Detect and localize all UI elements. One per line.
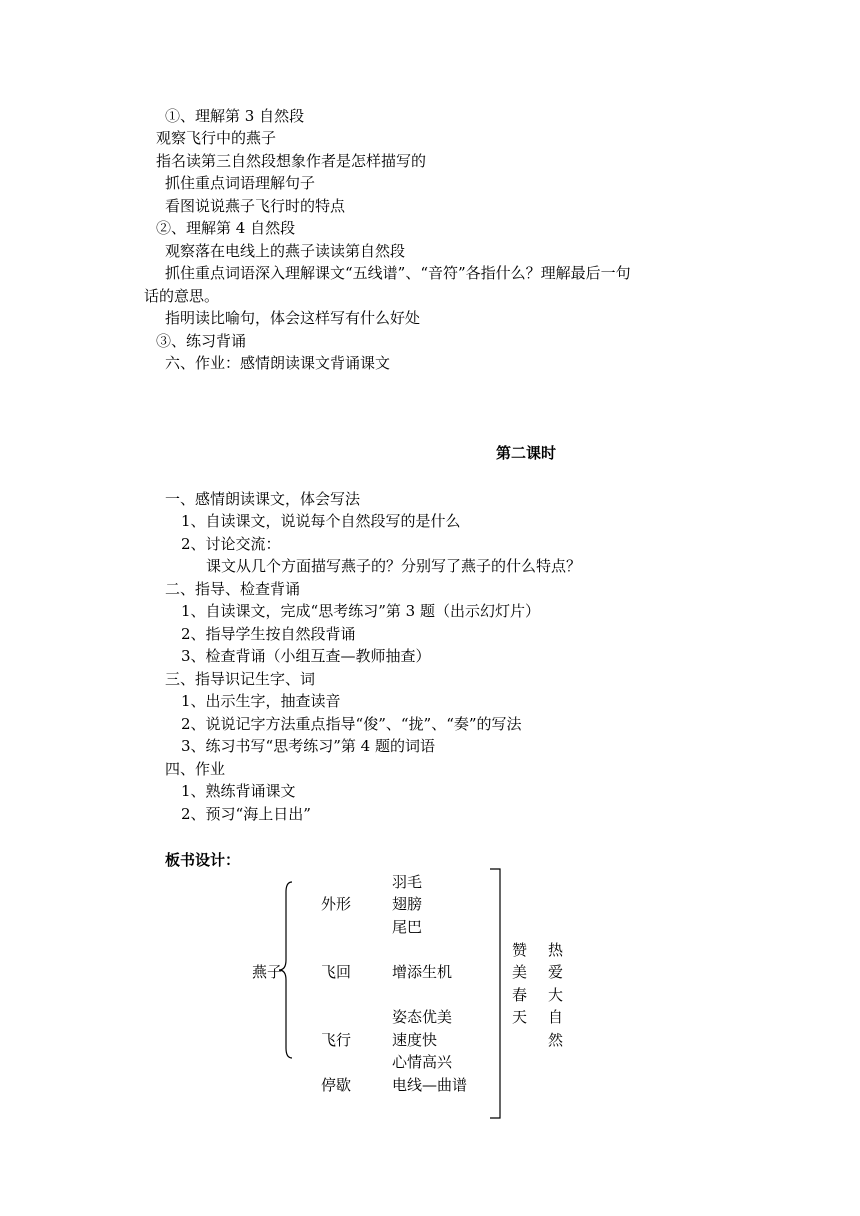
text-line: 指名读第三自然段想象作者是怎样描写的 xyxy=(156,152,427,170)
board-category: 飞行 xyxy=(321,1031,352,1049)
board-detail: 心情高兴 xyxy=(392,1053,453,1071)
text-line: 1、熟练背诵课文 xyxy=(181,782,296,800)
text-line: 3、检查背诵（小组互查—教师抽查） xyxy=(181,647,431,665)
board-detail: 增添生机 xyxy=(392,963,453,981)
text-line: 观察落在电线上的燕子读读第自然段 xyxy=(165,242,406,260)
board-summary-char: 爱 xyxy=(548,963,564,981)
board-root: 燕子 xyxy=(252,963,283,981)
text-line: 话的意思。 xyxy=(144,287,220,305)
text-line: 抓住重点词语理解句子 xyxy=(165,174,316,192)
text-line: 看图说说燕子飞行时的特点 xyxy=(165,197,346,215)
text-line: ③、练习背诵 xyxy=(156,332,247,350)
text-line: 指明读比喻句，体会这样写有什么好处 xyxy=(165,309,421,327)
board-summary-char: 赞 xyxy=(512,941,528,959)
board-title: 板书设计： xyxy=(165,851,241,869)
text-line: 3、练习书写“思考练习”第 4 题的词语 xyxy=(181,737,435,755)
board-detail: 电线—曲谱 xyxy=(392,1076,468,1094)
board-detail: 羽毛 xyxy=(392,873,423,891)
text-line: 一、感情朗读课文，体会写法 xyxy=(165,490,361,508)
text-line: 1、自读课文，完成“思考练习”第 3 题（出示幻灯片） xyxy=(181,602,540,620)
board-summary-char: 大 xyxy=(548,986,564,1004)
board-category: 停歇 xyxy=(321,1076,352,1094)
board-summary-char: 热 xyxy=(548,941,564,959)
board-summary-char: 天 xyxy=(512,1008,528,1026)
left-brace-icon xyxy=(276,880,296,1060)
text-line: 2、说说记字方法重点指导“俊”、“拢”、“奏”的写法 xyxy=(181,715,522,733)
text-line: 观察飞行中的燕子 xyxy=(156,129,277,147)
text-line: 三、指导识记生字、词 xyxy=(165,670,316,688)
text-line: 2、预习“海上日出” xyxy=(181,805,311,823)
board-category: 飞回 xyxy=(321,963,352,981)
right-bracket-icon xyxy=(488,868,504,1120)
board-category: 外形 xyxy=(321,895,352,913)
text-line: 1、自读课文，说说每个自然段写的是什么 xyxy=(181,512,461,530)
board-detail: 翅膀 xyxy=(392,895,423,913)
text-line: 课文从几个方面描写燕子的？分别写了燕子的什么特点？ xyxy=(206,557,582,575)
text-line: 二、指导、检查背诵 xyxy=(165,580,301,598)
text-line: 六、作业：感情朗读课文背诵课文 xyxy=(165,354,391,372)
board-summary-char: 然 xyxy=(548,1031,564,1049)
text-line: 1、出示生字，抽查读音 xyxy=(181,692,341,710)
board-detail: 尾巴 xyxy=(392,918,423,936)
text-line: 2、指导学生按自然段背诵 xyxy=(181,625,356,643)
board-summary-char: 美 xyxy=(512,963,528,981)
text-line: 四、作业 xyxy=(165,760,226,778)
board-summary-char: 自 xyxy=(548,1008,564,1026)
board-summary-char: 春 xyxy=(512,986,528,1004)
text-line: ①、理解第 3 自然段 xyxy=(165,107,305,125)
text-line: 2、讨论交流： xyxy=(181,535,281,553)
board-detail: 姿态优美 xyxy=(392,1008,453,1026)
board-detail: 速度快 xyxy=(392,1031,438,1049)
text-line: 抓住重点词语深入理解课文“五线谱”、“音符”各指什么？理解最后一句 xyxy=(165,264,631,282)
section-title: 第二课时 xyxy=(496,444,557,462)
text-line: ②、理解第 4 自然段 xyxy=(156,219,296,237)
